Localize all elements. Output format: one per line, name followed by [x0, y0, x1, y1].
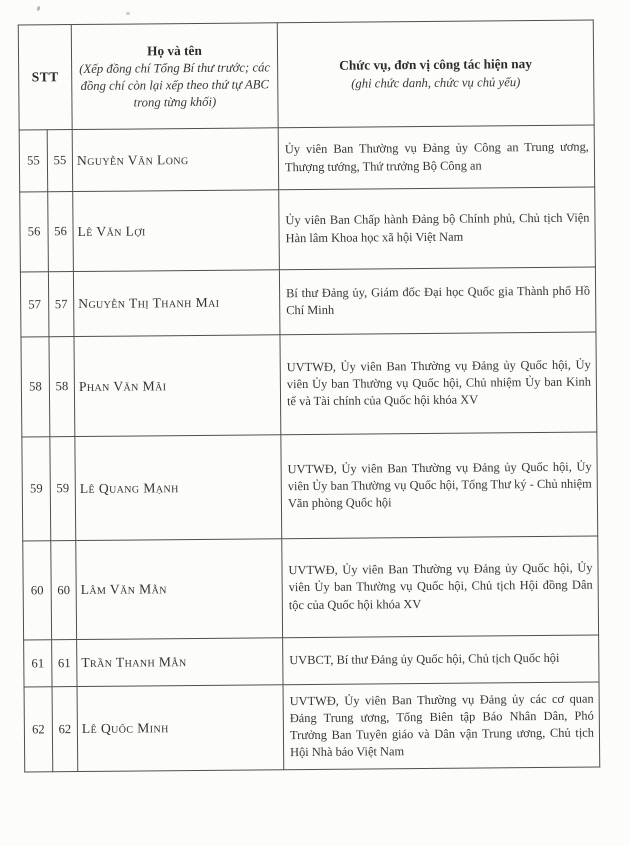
stt-cell: 61	[24, 640, 52, 687]
table-row	[24, 635, 599, 687]
table-row	[24, 682, 600, 772]
stt-cell: 57	[48, 272, 74, 337]
table-row	[21, 332, 597, 437]
name-cell: Nguyễn Văn Long	[72, 128, 279, 192]
table-row	[19, 125, 595, 192]
stt-cell: 56	[20, 192, 49, 272]
stt-cell: 56	[48, 192, 74, 272]
position-cell: Ủy viên Ban Thường vụ Đảng ủy Công an Trung ương, Thượng tướng, Thứ trưởng Bộ Công an	[278, 125, 595, 190]
stt-cell: 58	[21, 337, 50, 437]
header-stt: STT	[18, 25, 72, 130]
stt-cell: 61	[52, 640, 77, 687]
stt-cell: 58	[49, 337, 75, 437]
stt-cell: 59	[50, 437, 76, 541]
header-name-title: Họ và tên	[147, 42, 202, 59]
table-row	[23, 536, 599, 640]
header-position	[277, 20, 594, 128]
name-cell: Trần Thanh Mẫn	[77, 638, 283, 687]
position-cell: Bí thư Đảng ủy, Giám đốc Đại học Quốc gia Thành phố Hồ Chí Minh	[279, 267, 596, 335]
name-cell: Lê Văn Lợi	[73, 190, 280, 272]
header-name	[71, 23, 278, 130]
stt-cell: 62	[24, 687, 53, 772]
header-position-subtitle: (ghi chức danh, chức vụ chủ yếu)	[351, 74, 521, 91]
stt-cell: 55	[47, 130, 73, 192]
position-cell: Ủy viên Ban Chấp hành Đảng bộ Chính phủ, Chủ tịch Viện Hàn lâm Khoa học xã hội Việt Nam	[279, 187, 596, 270]
position-cell: UVTWĐ, Ủy viên Ban Thường vụ Đảng ủy Quốc hội, Ủy viên Ủy ban Thường vụ Quốc hội, Chủ tịch Hội đồng Dân tộc của Quốc hội khóa XV	[282, 536, 599, 638]
stt-cell: 60	[23, 541, 52, 640]
header-name-subtitle: (Xếp đồng chí Tổng Bí thư trước; các đồng chí còn lại xếp theo thứ tự ABC trong từng khối)	[79, 60, 271, 110]
name-cell: Phan Văn Mãi	[74, 335, 281, 437]
name-cell: Nguyễn Thị Thanh Mai	[73, 270, 280, 337]
name-cell: Lê Quốc Minh	[77, 685, 284, 772]
position-cell: UVTWĐ, Ủy viên Ban Thường vụ Đảng ủy các cơ quan Đảng Trung ương, Tổng Biên tập Báo Nhân Dân, Phó Trưởng Ban Tuyên giáo và Dân vận Trung ương, Chủ tịch Hội Nhà báo Việt Nam	[283, 682, 600, 770]
table-header-row	[18, 20, 594, 130]
table-row	[22, 432, 598, 541]
scan-artifact	[36, 6, 41, 12]
header-position-title: Chức vụ, đơn vị công tác hiện nay	[339, 56, 533, 74]
table-row	[20, 267, 596, 337]
position-cell: UVBCT, Bí thư Đảng ủy Quốc hội, Chủ tịch Quốc hội	[283, 635, 599, 685]
officials-table	[18, 20, 601, 773]
stt-cell: 62	[52, 687, 78, 772]
name-cell: Lê Quang Mạnh	[75, 435, 282, 541]
position-cell: UVTWĐ, Ủy viên Ban Thường vụ Đảng ủy Quốc hội, Ủy viên Ủy ban Thường vụ Quốc hội, Tổng Thư ký - Chủ nhiệm Văn phòng Quốc hội	[281, 432, 598, 539]
stt-cell: 59	[22, 437, 51, 541]
stt-cell: 57	[20, 272, 49, 337]
stt-cell: 55	[19, 130, 48, 192]
scan-artifact	[126, 12, 130, 15]
table-row	[20, 187, 596, 272]
position-cell: UVTWĐ, Ủy viên Ban Thường vụ Đảng ủy Quốc hội, Ủy viên Ủy ban Thường vụ Quốc hội, Chủ nhiệm Ủy ban Kinh tế và Tài chính của Quốc hội khóa XV	[280, 332, 597, 435]
name-cell: Lâm Văn Mẫn	[76, 539, 283, 640]
stt-cell: 60	[51, 541, 77, 640]
